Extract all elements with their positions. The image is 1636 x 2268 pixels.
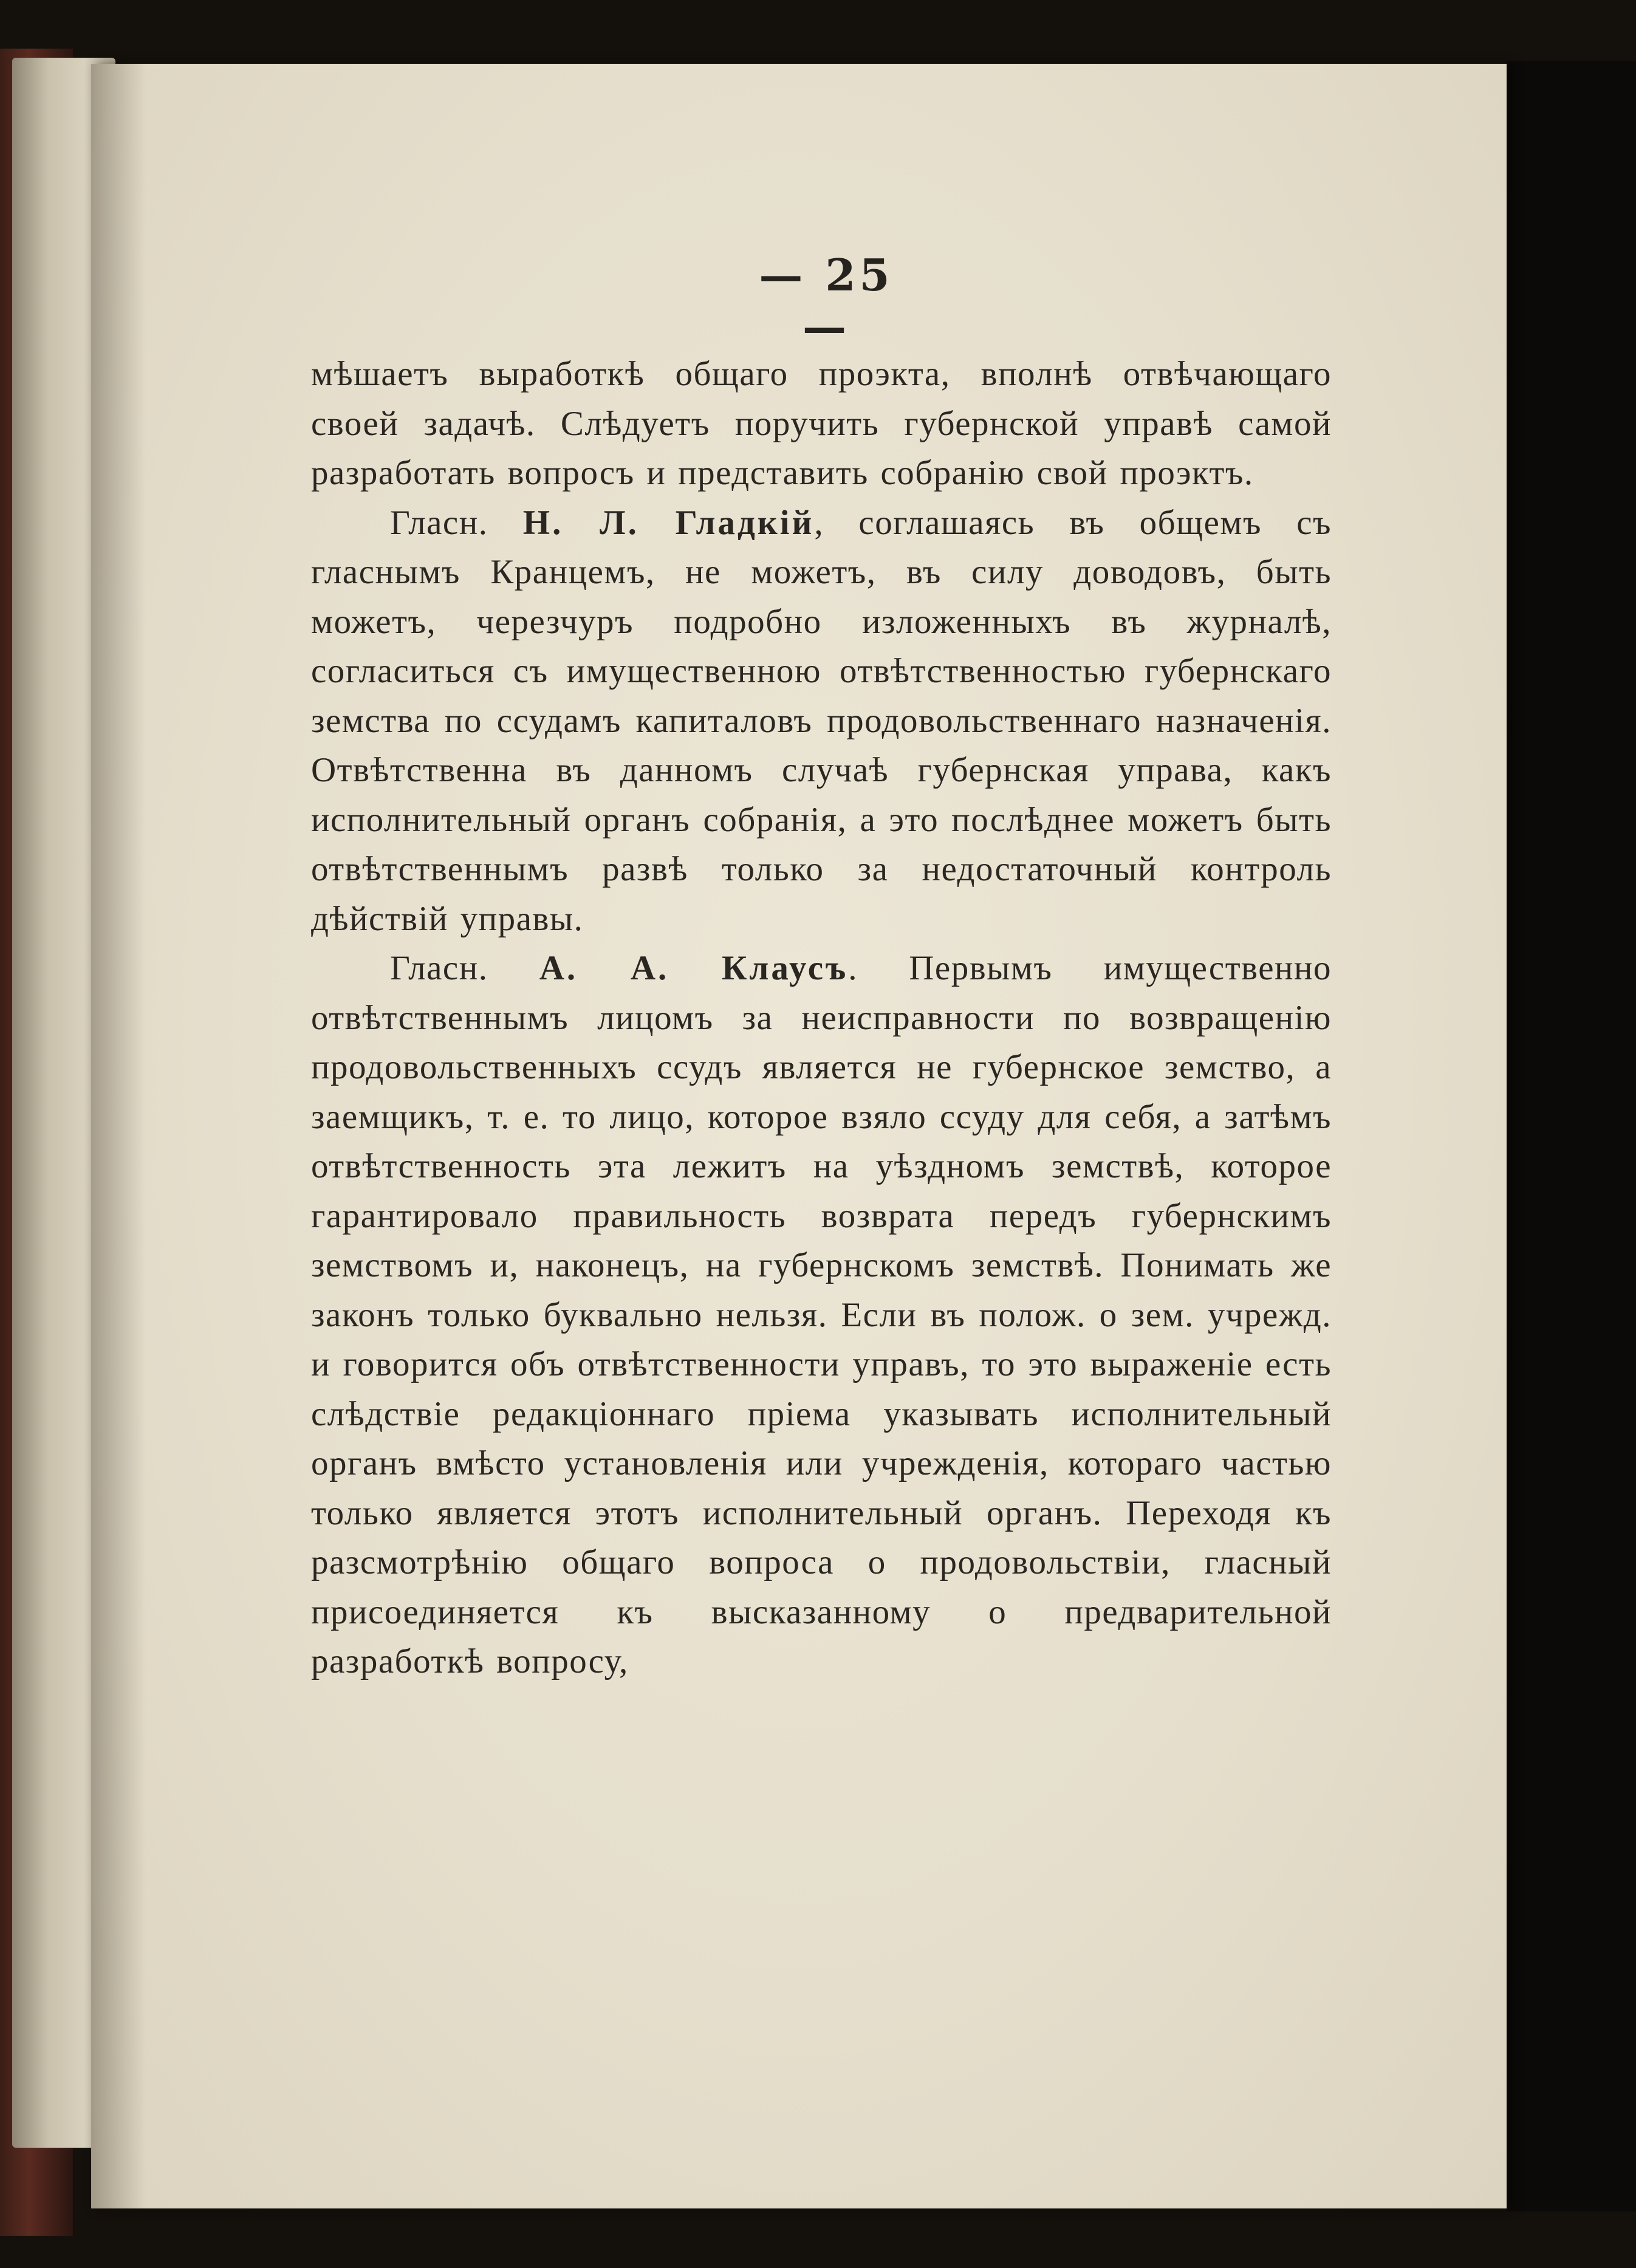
right-cover: [1507, 61, 1636, 2211]
speaker-prefix: Гласн.: [390, 949, 539, 987]
paragraph-continuation: [311, 349, 1332, 498]
speaker-prefix: Гласн.: [390, 503, 523, 542]
body-text: [311, 349, 1332, 1687]
page-number: — 25 —: [759, 249, 894, 352]
speaker-name: Н. Л. Гладкій: [522, 503, 815, 542]
paragraph-text: , соглашаясь въ общемъ съ гласнымъ Кранцемъ, не можетъ, въ силу доводовъ, быть можетъ, черезчуръ подробно изложенныхъ въ журналѣ, согласиться съ имущественною отвѣтственностью губернскаго земства по ссудамъ капиталовъ продовольственнаго назначенія. Отвѣтственна въ данномъ случаѣ губернская управа, какъ исполнительный органъ собранія, а это послѣднее можетъ быть отвѣтственнымъ развѣ только за недостаточный контроль дѣйствій управы.: [311, 503, 1332, 938]
paragraph-gladkiy: [311, 498, 1332, 944]
paragraph-text: . Первымъ имущественно отвѣтственнымъ лицомъ за неисправности по возвращенію продовольственныхъ ссудъ является не губернское земство, а заемщикъ, т. е. то лицо, которое взяло ссуду для себя, а затѣмъ отвѣтственность эта лежитъ на уѣздномъ земствѣ, которое гарантировало правильность возврата передъ губернскимъ земствомъ и, наконецъ, на губернскомъ земствѣ. Понимать же законъ только буквально нельзя. Если въ полож. о зем. учрежд. и говорится объ отвѣтственности управъ, то это выраженіе есть слѣдствіе редакціоннаго пріема указывать исполнительный органъ вмѣсто установленія или учрежденія, котораго частью только является этотъ исполнительный органъ. Переходя къ разсмотрѣнію общаго вопроса о продовольствіи, гласный присоединяется къ высказанному о предварительной разработкѣ вопросу,: [311, 949, 1332, 1680]
paragraph-klaus: [311, 944, 1332, 1687]
paragraph-text: мѣшаетъ выработкѣ общаго проэкта, вполнѣ отвѣчающаго своей задачѣ. Слѣдуетъ поручить губернской управѣ самой разработать вопросъ и представить собранію свой проэктъ.: [311, 355, 1332, 492]
gutter-shadow: [91, 64, 146, 2208]
speaker-name: А. А. Клаусъ: [539, 949, 849, 987]
